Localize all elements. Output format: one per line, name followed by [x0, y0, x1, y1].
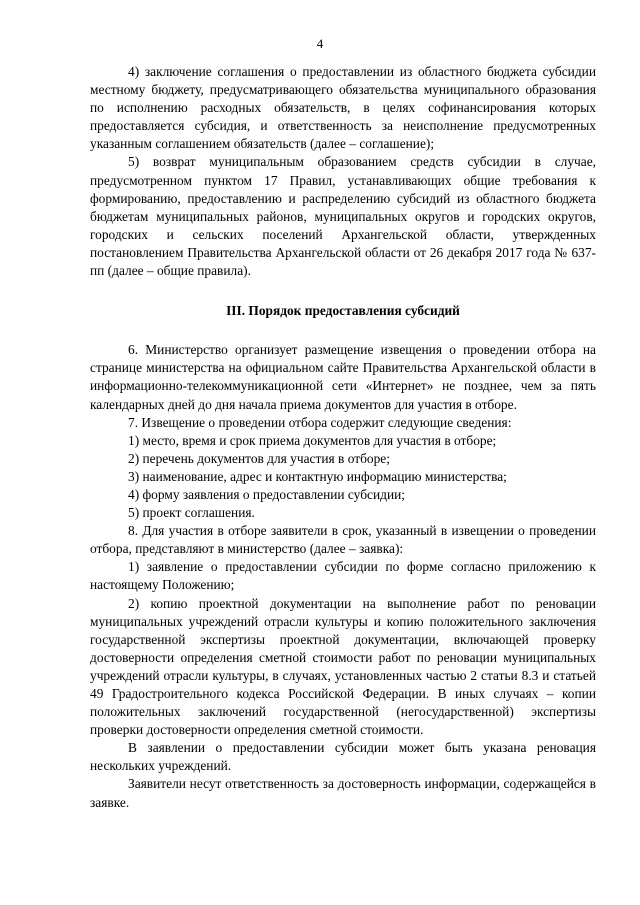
list-item-application-form: 4) форму заявления о предоставлении субсидии;	[128, 486, 405, 502]
list-item-draft-agreement: 5) проект соглашения.	[128, 505, 255, 521]
list-item-application: 1) заявление о предоставлении субсидии по форме согласно приложению к настоящему Положению;	[90, 559, 596, 593]
list-item-ministry-contacts: 3) наименование, адрес и контактную информацию министерства;	[128, 468, 507, 484]
section-heading: III. Порядок предоставления субсидий	[226, 303, 460, 319]
paragraph-multiple-institutions: В заявлении о предоставлении субсидии может быть указана реновация нескольких учреждений.	[90, 740, 596, 774]
list-item-place-time: 1) место, время и срок приема документов для участия в отборе;	[128, 432, 497, 448]
paragraph-agreement-conclusion: 4) заключение соглашения о предоставлении из областного бюджета субсидии местному бюджету, предусматривающего обязательства муниципального образования по исполнению расходных обязательств, в целях софинансирования которых предоставляется субсидия, и ответственность за неисполнение предусмотренных указанным соглашением обязательств (далее – соглашение);	[90, 64, 596, 152]
document-body	[90, 63, 596, 812]
paragraph-applicant-responsibility: Заявители несут ответственность за достоверность информации, содержащейся в заявке.	[90, 776, 596, 810]
paragraph-item-8: 8. Для участия в отборе заявители в срок, указанный в извещении о проведении отбора, представляют в министерство (далее – заявка):	[90, 523, 596, 557]
paragraph-item-6: 6. Министерство организует размещение извещения о проведении отбора на странице министерства на официальном сайте Правительства Архангельской области в информационно-телекоммуникационной сети «Интернет» не позднее, чем за пять календарных дней до дня начала приема документов для участия в отборе.	[90, 342, 596, 412]
page-number: 4	[316, 36, 324, 51]
paragraph-item-7: 7. Извещение о проведении отбора содержит следующие сведения:	[128, 414, 512, 430]
list-item-documents: 2) перечень документов для участия в отборе;	[128, 450, 390, 466]
paragraph-subsidy-refund: 5) возврат муниципальным образованием средств субсидии в случае, предусмотренном пунктом 17 Правил, устанавливающих общие требования к формированию, предоставлению и распределению субсидий из областного бюджета бюджетам муниципальных районов, муниципальных округов и городских округов, городских и сельских поселений Архангельской области, утвержденных постановлением Правительства Архангельской области от 26 декабря 2017 года № 637-пп (далее – общие правила).	[90, 154, 596, 279]
list-item-project-documentation: 2) копию проектной документации на выполнение работ по реновации муниципальных учреждений отрасли культуры и копию положительного заключения государственной экспертизы проектной документации, включающей проверку достоверности определения сметной стоимости работ по реновации муниципальных учреждений отрасли культуры, в случаях, установленных частью 2 статьи 8.3 и статьей 49 Градостроительного кодекса Российской Федерации. В иных случаях – копии положительных заключений государственной (негосударственной) экспертизы проверки достоверности определения сметной стоимости.	[90, 595, 596, 738]
